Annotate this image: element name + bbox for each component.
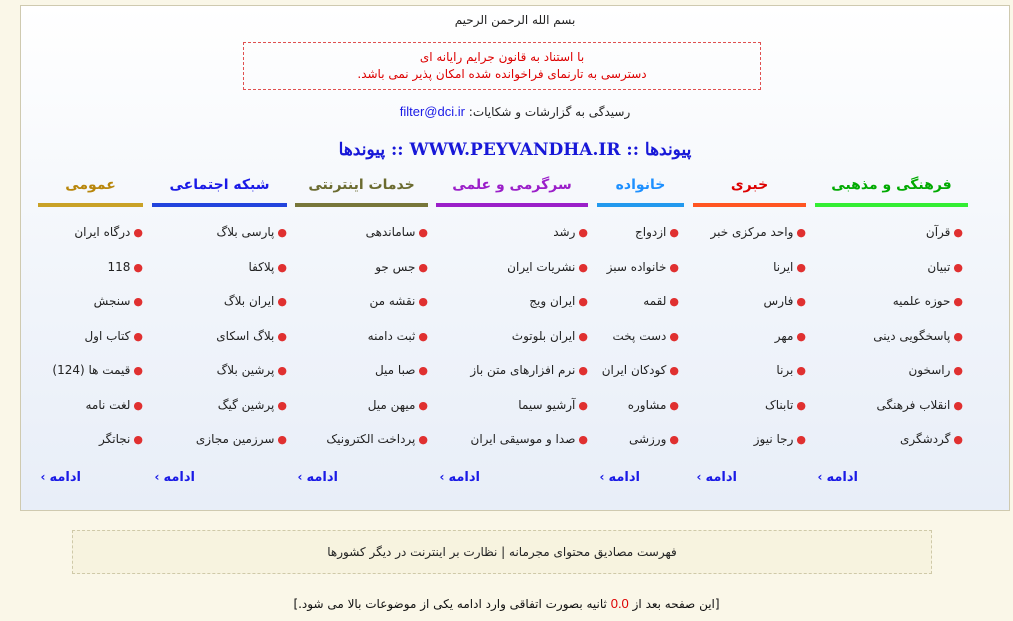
list-item[interactable]: ●گردشگری — [900, 432, 963, 446]
chevron-left-icon: › — [817, 470, 823, 484]
column-family — [597, 170, 684, 465]
bullet-icon: ● — [578, 260, 588, 274]
list-item[interactable]: ●میهن میل — [367, 397, 428, 412]
column-bar-internet-services — [295, 203, 428, 207]
column-cultural — [815, 170, 968, 465]
list-item[interactable]: ●فارس — [763, 294, 806, 308]
more-link-news[interactable]: ادامه› — [696, 470, 737, 485]
list-item[interactable]: ●تابناک — [765, 397, 806, 412]
column-title-news[interactable]: خبری — [730, 177, 769, 193]
list-item[interactable]: ●پلاکفا — [248, 259, 287, 274]
list-item[interactable]: ●قرآن — [925, 225, 963, 239]
bullet-icon: ● — [669, 260, 679, 274]
list-item[interactable]: ●ازدواج — [635, 225, 679, 239]
bullet-icon: ● — [953, 398, 963, 412]
list-item[interactable]: ●لقمه — [643, 294, 679, 308]
bullet-icon: ● — [418, 329, 428, 343]
column-internet-services — [295, 170, 428, 465]
bullet-icon: ● — [133, 433, 143, 446]
report-email-link[interactable]: filter@dci.ir — [399, 104, 465, 119]
report-label: رسیدگی به گزارشات و شکایات: — [468, 105, 631, 119]
redirect-suffix: ثانیه بصورت اتفاقی وارد ادامه یکی از موضوعات بالا می شود.] — [293, 597, 607, 611]
list-item[interactable]: ●دست پخت — [612, 328, 679, 343]
chevron-left-icon: › — [40, 470, 46, 484]
bullet-icon: ● — [418, 295, 428, 308]
column-title-family[interactable]: خانواده — [615, 177, 666, 193]
bullet-icon: ● — [578, 398, 588, 412]
list-item[interactable]: ●کتاب اول — [84, 328, 143, 343]
list-item[interactable]: ●برنا — [776, 363, 806, 377]
column-title-general[interactable]: عمومی — [65, 177, 116, 193]
redirect-timer: 0.0 — [610, 596, 629, 611]
bullet-icon: ● — [277, 398, 287, 412]
bullet-icon: ● — [953, 295, 963, 308]
column-title-cultural[interactable]: فرهنگی و مذهبی — [831, 177, 952, 193]
bullet-icon: ● — [796, 329, 806, 343]
column-news — [693, 170, 806, 465]
bullet-icon: ● — [953, 226, 963, 239]
list-item[interactable]: ●کودکان ایران — [601, 363, 679, 377]
bullet-icon: ● — [578, 295, 588, 308]
bismillah-text: بسم الله الرحمن الرحيم — [454, 13, 576, 27]
list-item[interactable]: ●آرشیو سیما — [518, 397, 588, 412]
footer-links[interactable]: فهرست مصادیق محتوای مجرمانه | نظارت بر اینترنت در دیگر کشورها — [327, 545, 677, 559]
bullet-icon: ● — [669, 433, 679, 446]
list-item[interactable]: ●صبا میل — [374, 363, 428, 377]
list-item[interactable]: ●قیمت ها (124) — [52, 363, 143, 377]
bullet-icon: ● — [418, 226, 428, 239]
bullet-icon: ● — [277, 329, 287, 343]
column-title-internet-services[interactable]: خدمات اینترنتی — [308, 177, 415, 193]
bullet-icon: ● — [133, 226, 143, 239]
chevron-left-icon: › — [599, 470, 605, 484]
bullet-icon: ● — [796, 260, 806, 274]
chevron-left-icon: › — [696, 470, 702, 484]
list-item[interactable]: ●راسخون — [908, 363, 963, 377]
footer-links-box — [72, 530, 932, 574]
list-item[interactable]: ●پرشین گیگ — [217, 397, 287, 412]
list-item[interactable]: ●ایرنا — [773, 259, 806, 274]
bullet-icon: ● — [578, 433, 588, 446]
list-item[interactable]: ●جس جو — [375, 259, 428, 274]
chevron-left-icon: › — [439, 470, 445, 484]
column-bar-general — [38, 203, 143, 207]
bullet-icon: ● — [578, 329, 588, 343]
list-item[interactable]: ●درگاه ایران — [74, 225, 143, 239]
bullet-icon: ● — [796, 433, 806, 446]
report-line — [21, 104, 1009, 119]
list-item[interactable]: ●لغت نامه — [85, 397, 143, 412]
site-title-link[interactable]: پیوندها :: WWW.PEYVANDHA.IR :: پیوندها — [338, 140, 692, 160]
column-entertainment — [436, 170, 588, 465]
column-bar-family — [597, 203, 684, 207]
column-general — [38, 170, 143, 465]
bullet-icon: ● — [796, 295, 806, 308]
bullet-icon: ● — [277, 295, 287, 308]
bullet-icon: ● — [953, 260, 963, 274]
chevron-left-icon: › — [297, 470, 303, 484]
bullet-icon: ● — [133, 364, 143, 377]
list-item[interactable]: ●خانواده سبز — [606, 259, 679, 274]
list-item[interactable]: ●انقلاب فرهنگی — [876, 397, 963, 412]
column-bar-cultural — [815, 203, 968, 207]
warning-line-2: دسترسی به تارنمای فراخوانده شده امکان پذیر نمی باشد. — [357, 67, 647, 81]
list-item[interactable]: ●مشاوره — [627, 397, 679, 412]
list-item[interactable]: ●نرم افزارهای متن باز — [470, 363, 588, 377]
bullet-icon: ● — [669, 226, 679, 239]
column-bar-news — [693, 203, 806, 207]
bullet-icon: ● — [133, 260, 143, 274]
list-item[interactable]: ●ورزشی — [628, 432, 679, 446]
bullet-icon: ● — [277, 433, 287, 446]
more-link-cultural[interactable]: ادامه› — [817, 470, 858, 485]
more-link-general[interactable]: ادامه› — [40, 470, 81, 485]
list-item[interactable]: ●نشریات ایران — [507, 259, 588, 274]
bullet-icon: ● — [578, 364, 588, 377]
bullet-icon: ● — [277, 260, 287, 274]
bullet-icon: ● — [418, 433, 428, 446]
list-item[interactable]: ●حوزه علمیه — [892, 294, 963, 308]
column-bar-social-network — [152, 203, 287, 207]
bullet-icon: ● — [796, 398, 806, 412]
bullet-icon: ● — [418, 260, 428, 274]
list-item[interactable]: ●سرزمین مجازی — [195, 432, 287, 446]
bullet-icon: ● — [953, 364, 963, 377]
list-item[interactable]: ●ایران بلوتوث — [511, 328, 588, 343]
redirect-notice — [0, 596, 1013, 611]
redirect-prefix: [این صفحه بعد از — [632, 597, 720, 611]
column-social-network — [152, 170, 287, 465]
list-item[interactable]: ●رشد — [553, 225, 588, 239]
bullet-icon: ● — [277, 226, 287, 239]
list-item[interactable]: ●نقشه من — [369, 294, 428, 308]
list-item[interactable]: ●ایران بلاگ — [223, 294, 287, 308]
bullet-icon: ● — [277, 364, 287, 377]
filter-warning-box — [243, 42, 761, 90]
list-item[interactable]: ●ثبت دامنه — [367, 328, 428, 343]
list-item[interactable]: ●واحد مرکزی خبر — [710, 225, 806, 239]
list-item[interactable]: ●رجا نیوز — [753, 432, 806, 446]
bullet-icon: ● — [796, 226, 806, 239]
warning-line-1: با استناد به قانون جرایم رایانه ای — [419, 50, 585, 64]
more-link-social-network[interactable]: ادامه› — [154, 470, 195, 485]
list-item[interactable]: ●مهر — [774, 328, 806, 343]
more-link-entertainment[interactable]: ادامه› — [439, 470, 480, 485]
list-item[interactable]: ●پارسی بلاگ — [216, 225, 287, 239]
more-link-family[interactable]: ادامه› — [599, 470, 640, 485]
bullet-icon: ● — [418, 364, 428, 377]
bullet-icon: ● — [669, 398, 679, 412]
bullet-icon: ● — [669, 295, 679, 308]
list-item[interactable]: ●ایران ویج — [529, 294, 588, 308]
bullet-icon: ● — [133, 329, 143, 343]
list-item[interactable]: ●118 — [107, 259, 143, 274]
bullet-icon: ● — [669, 364, 679, 377]
list-item[interactable]: ●پاسخگویی دینی — [873, 328, 963, 343]
column-title-entertainment[interactable]: سرگرمی و علمی — [452, 177, 572, 193]
list-item[interactable]: ●صدا و موسیقی ایران — [470, 432, 588, 446]
more-link-internet-services[interactable]: ادامه› — [297, 470, 338, 485]
list-item[interactable]: ●ساماندهی — [365, 225, 428, 239]
column-title-social-network[interactable]: شبکه اجتماعی — [169, 177, 270, 193]
list-item[interactable]: ●تبیان — [927, 259, 963, 274]
list-item[interactable]: ●پرشین بلاگ — [216, 363, 287, 377]
bullet-icon: ● — [418, 398, 428, 412]
bullet-icon: ● — [578, 226, 588, 239]
bullet-icon: ● — [669, 329, 679, 343]
list-item[interactable]: ●سنجش — [93, 294, 143, 308]
list-item[interactable]: ●نجاتگر — [99, 432, 143, 446]
bullet-icon: ● — [953, 433, 963, 446]
bullet-icon: ● — [133, 398, 143, 412]
list-item[interactable]: ●پرداخت الکترونیک — [326, 432, 428, 446]
bullet-icon: ● — [133, 295, 143, 308]
column-bar-entertainment — [436, 203, 588, 207]
chevron-left-icon: › — [154, 470, 160, 484]
bullet-icon: ● — [796, 364, 806, 377]
bullet-icon: ● — [953, 329, 963, 343]
list-item[interactable]: ●بلاگ اسکای — [216, 328, 287, 343]
